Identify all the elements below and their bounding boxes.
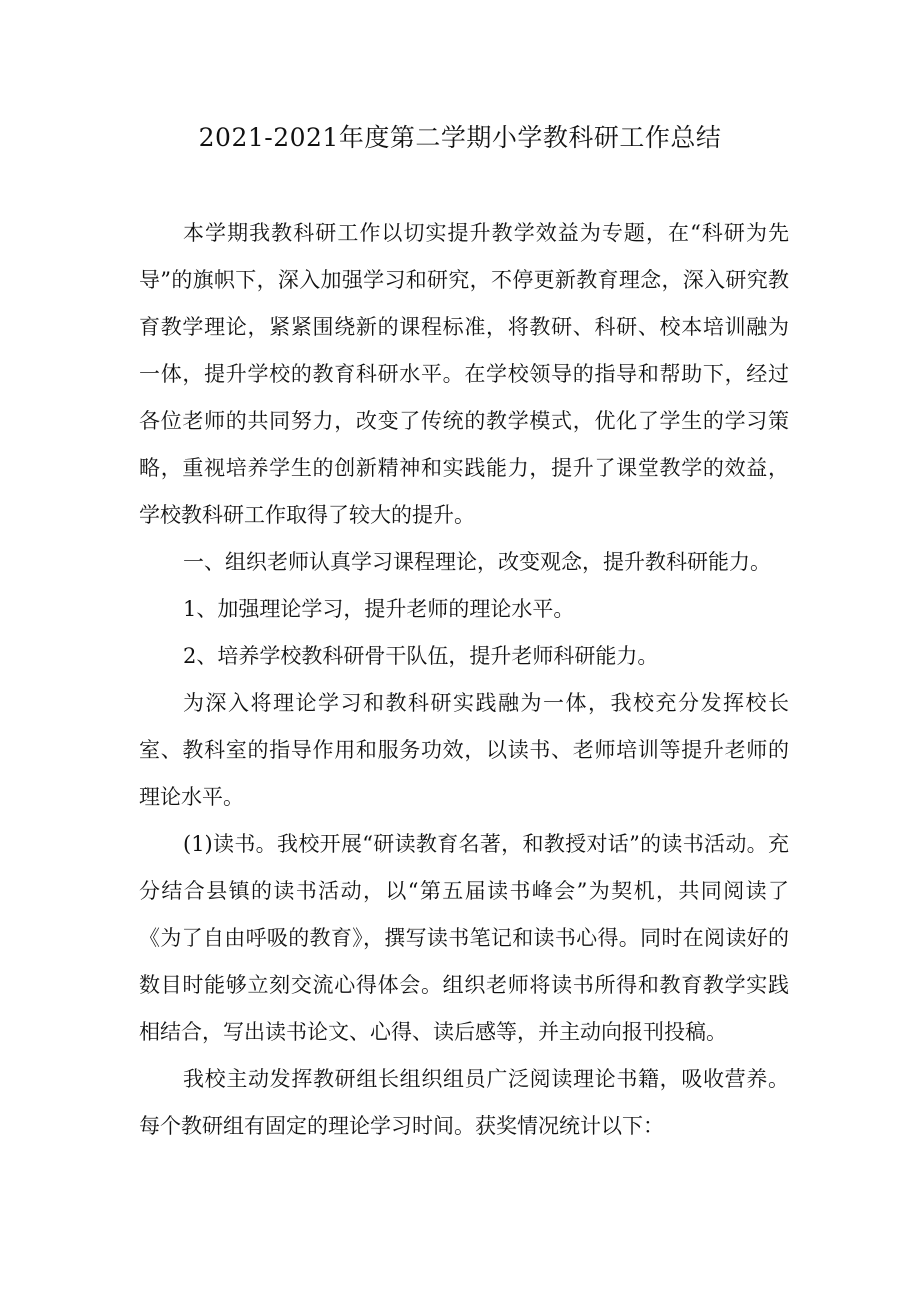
document-title: 2021-2021年度第二学期小学教科研工作总结 bbox=[198, 123, 722, 152]
paragraph-reading: (1)读书。我校开展“研读教育名著，和教授对话”的读书活动。充分结合县镇的读书活动，以“第五届读书峰会”为契机，共同阅读了《为了自由呼吸的教育》，撰写读书笔记和读书心得。同时在阅读好的数目时能够立刻交流心得体会。组织老师将读书所得和教育教学实践相结合，写出读书论文、心得、读后感等，并主动向报刊投稿。 bbox=[139, 832, 789, 1044]
item-1: 1、加强理论学习，提升老师的理论水平。 bbox=[183, 597, 575, 621]
paragraph-theory: 为深入将理论学习和教科研实践融为一体，我校充分发挥校长室、教科室的指导作用和服务功效，以读书、老师培训等提升老师的理论水平。 bbox=[139, 691, 789, 809]
heading-section-1: 一、组织老师认真学习课程理论，改变观念，提升教科研能力。 bbox=[183, 550, 771, 574]
paragraph-intro: 本学期我教科研工作以切实提升教学效益为专题，在“科研为先导”的旗帜下，深入加强学习和研究，不停更新教育理念，深入研究教育教学理论，紧紧围绕新的课程标准，将教研、科研、校本培训融为一体，提升学校的教育科研水平。在学校领导的指导和帮助下，经过各位老师的共同努力，改变了传统的教学模式，优化了学生的学习策略，重视培养学生的创新精神和实践能力，提升了课堂教学的效益，学校教科研工作取得了较大的提升。 bbox=[139, 221, 789, 527]
document-body bbox=[139, 210, 789, 1150]
paragraph-teaching-groups: 我校主动发挥教研组长组织组员广泛阅读理论书籍，吸收营养。每个教研组有固定的理论学习时间。获奖情况统计以下： bbox=[139, 1067, 789, 1138]
item-2: 2、培养学校教科研骨干队伍，提升老师科研能力。 bbox=[183, 644, 659, 668]
